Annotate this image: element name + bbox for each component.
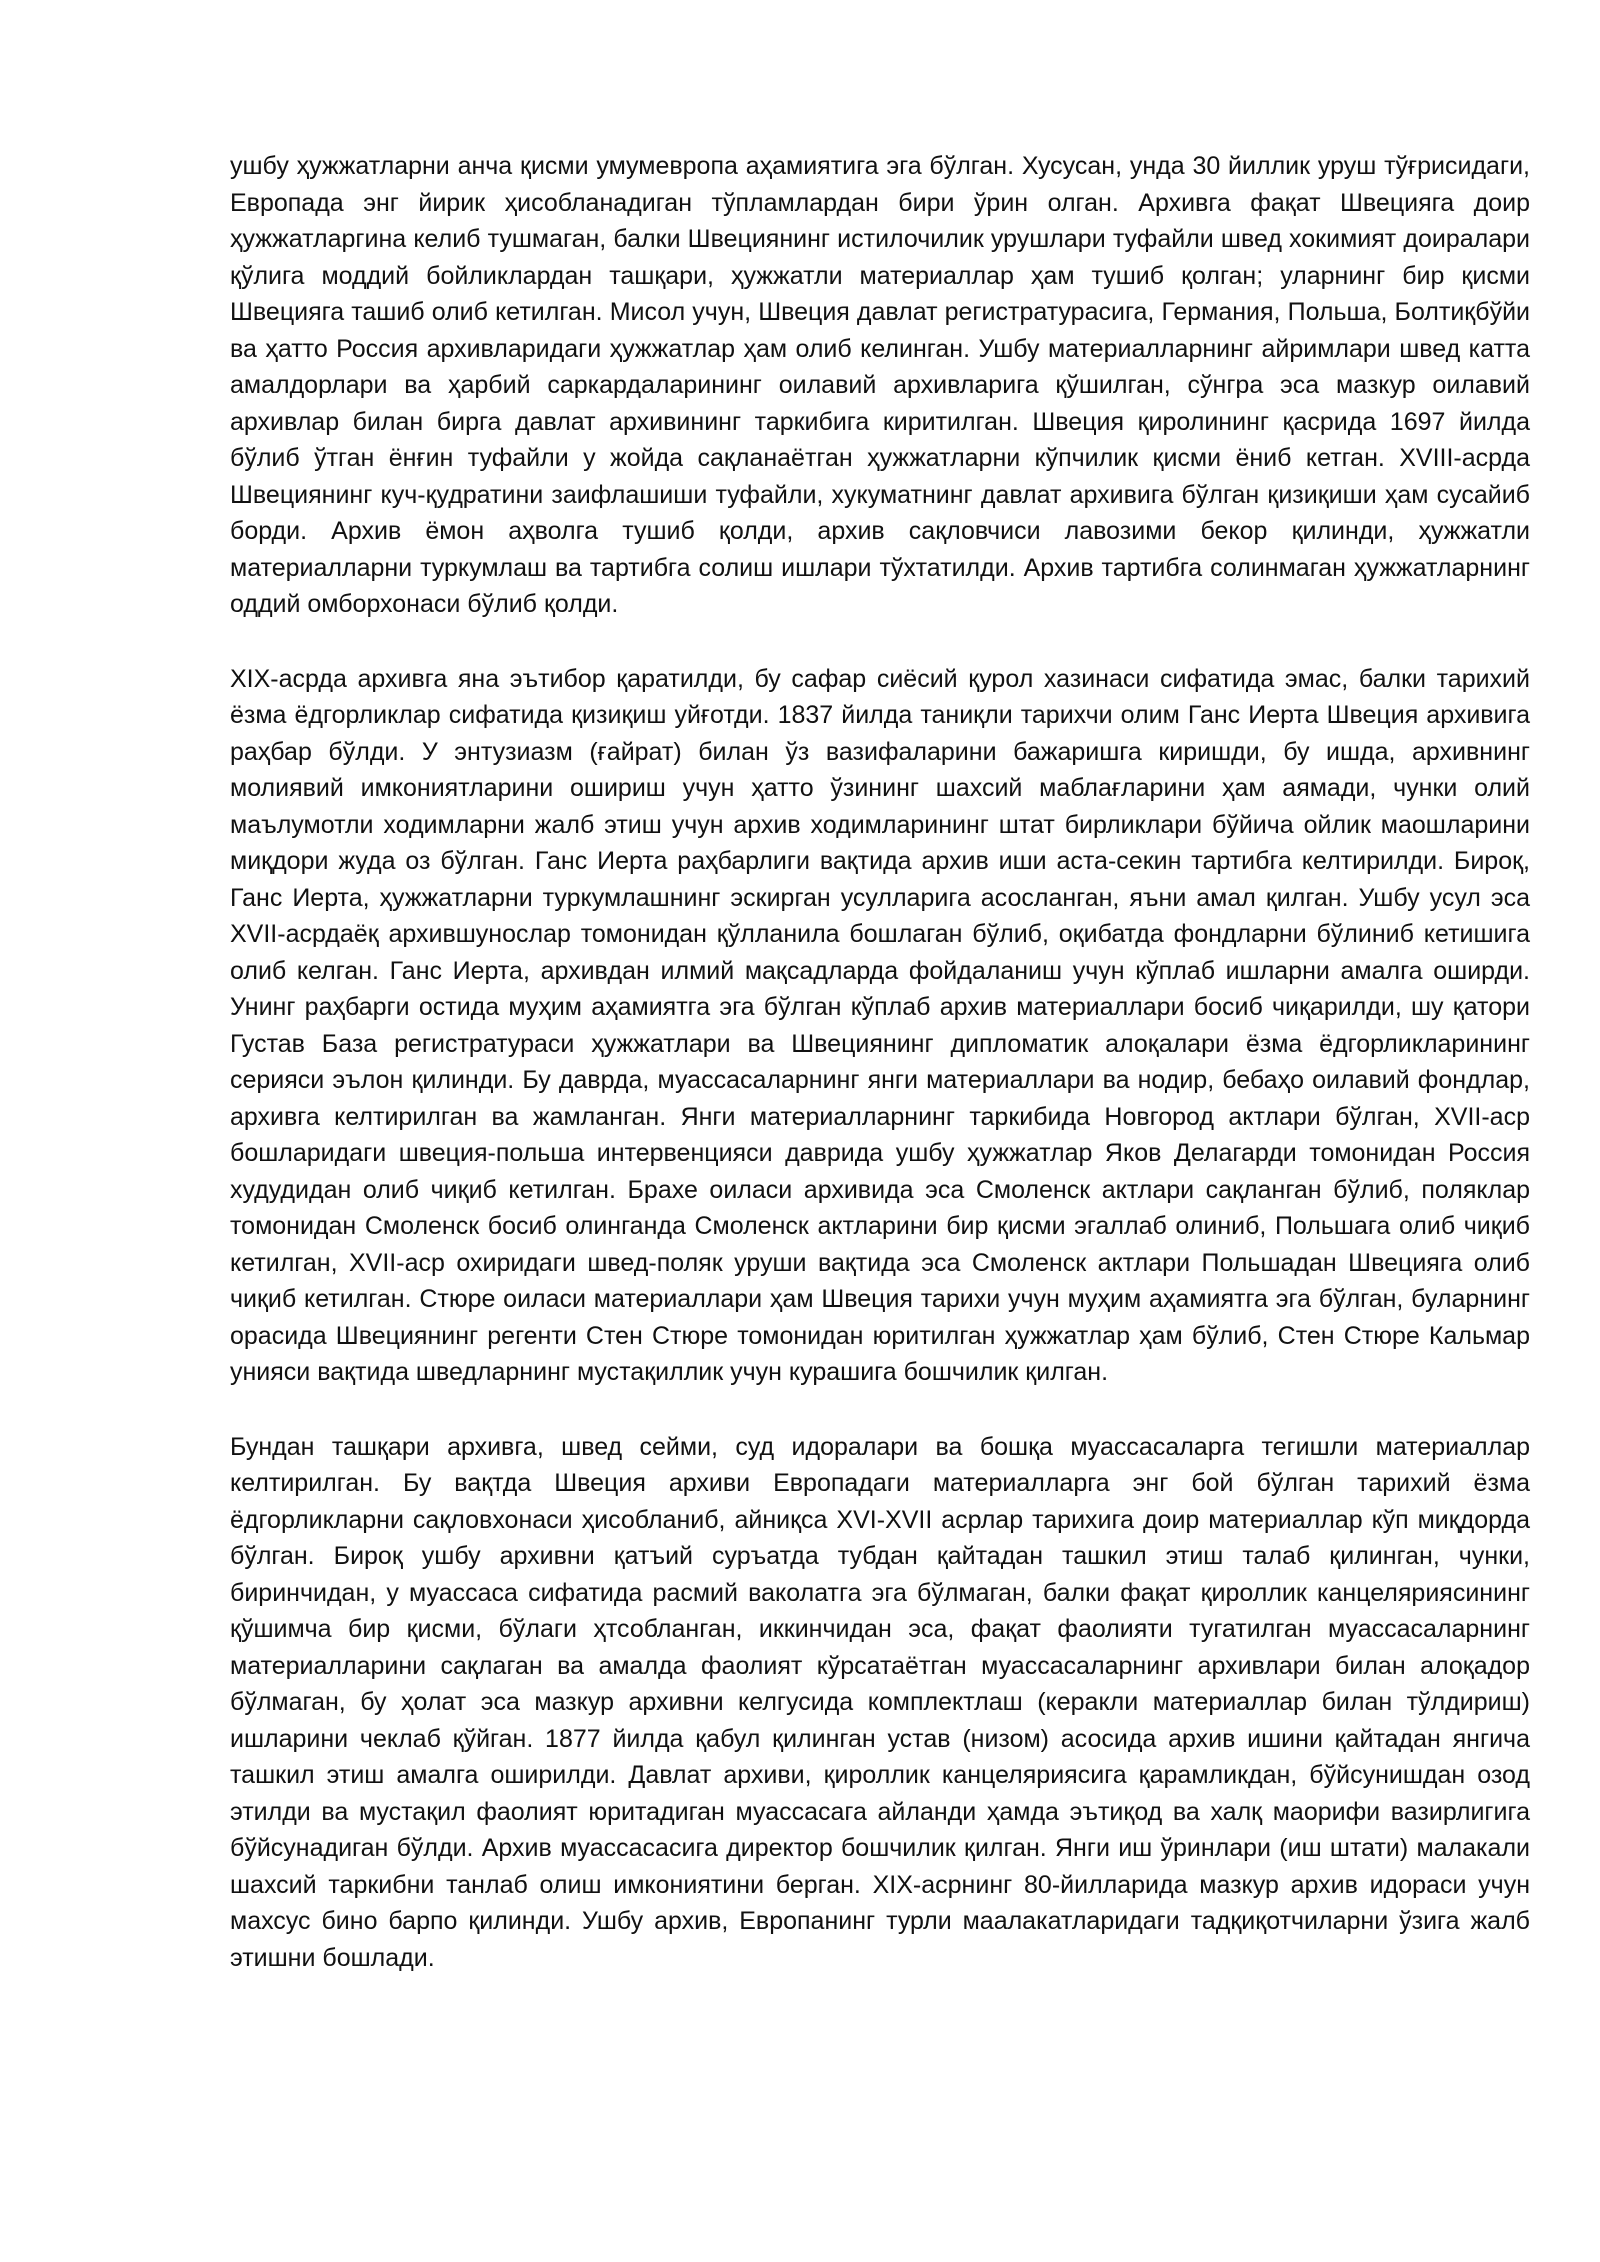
paragraph-1: ушбу ҳужжатларни анча қисми умумевропа аҳамиятига эга бўлган. Хусусан, унда 30 йиллик уруш тўғрисидаги, Европада энг йирик ҳисобланадиган тўпламлардан бири ўрин олган. Архивга фақат Швецияга доир ҳужжатларгина келиб тушмаган, балки Швециянинг истилочилик урушлари туфайли швед хокимият доиралари қўлига моддий бойликлардан ташқари, ҳужжатли материаллар ҳам тушиб қолган; уларнинг бир қисми Швецияга ташиб олиб кетилган. Мисол учун, Швеция давлат регистратурасига, Германия, Польша, Болтиқбўйи ва ҳатто Россия архивларидаги ҳужжатлар ҳам олиб келинган. Ушбу материалларнинг айримлари швед катта амалдорлари ва ҳарбий саркардаларининг оилавий архивларига қўшилган, сўнгра эса мазкур оилавий архивлар билан бирга давлат архивининг таркибига киритилган. Швеция қиролининг қасрида 1697 йилда бўлиб ўтган ёнғин туфайли у жойда сақланаётган ҳужжатларни кўпчилик қисми ёниб кетган. XVIII-асрда Швециянинг куч-қудратини заифлашиши туфайли, хукуматнинг давлат архивига бўлган қизиқиши ҳам сусайиб борди. Архив ёмон аҳволга тушиб қолди, архив сақловчиси лавозими бекор қилинди, ҳужжатли материалларни туркумлаш ва тартибга солиш ишлари тўхтатилди. Архив тартибга солинмаган ҳужжатларнинг оддий омборхонаси бўлиб қолди. — [230, 152, 1530, 618]
document-page — [230, 148, 1530, 1976]
paragraph-2: XIX-асрда архивга яна эътибор қаратилди, бу сафар сиёсий қурол хазинаси сифатида эмас, балки тарихий ёзма ёдгорликлар сифатида қизиқиш уйғотди. 1837 йилда таниқли тарихчи олим Ганс Иерта Швеция архивига раҳбар бўлди. У энтузиазм (ғайрат) билан ўз вазифаларини бажаришга киришди, бу ишда, архивнинг молиявий имкониятларини ошириш учун ҳатто ўзининг шахсий маблағларини ҳам аямади, чунки олий маълумотли ходимларни жалб этиш учун архив ходимларининг штат бирликлари бўйича ойлик маошларини миқдори жуда оз бўлган. Ганс Иерта раҳбарлиги вақтида архив иши аста-секин тартибга келтирилди. Бироқ, Ганс Иерта, ҳужжатларни туркумлашнинг эскирган усулларига асосланган, яъни амал қилган. Ушбу усул эса XVII-асрдаёқ архившунослар томонидан қўлланила бошлаган бўлиб, оқибатда фондларни бўлиниб кетишига олиб келган. Ганс Иерта, архивдан илмий мақсадларда фойдаланиш учун кўплаб ишларни амалга оширди. Унинг раҳбарги остида муҳим аҳамиятга эга бўлган кўплаб архив материаллари босиб чиқарилди, шу қатори Густав База регистратураси ҳужжатлари ва Швециянинг дипломатик алоқалари ёзма ёдгорликларининг серияси эълон қилинди. Бу даврда, муассасаларнинг янги материаллари ва нодир, бебаҳо оилавий фондлар, архивга келтирилган ва жамланган. Янги материалларнинг таркибида Новгород актлари бўлган, XVII-аср бошларидаги швеция-польша интервенцияси даврида ушбу ҳужжатлар Яков Делагарди томонидан Россия худудидан олиб чиқиб кетилган. Брахе оиласи архивида эса Смоленск актлари сақланган бўлиб, поляклар томонидан Смоленск босиб олинганда Смоленск актларини бир қисми эгаллаб олиниб, Польшага олиб чиқиб кетилган, XVII-аср охиридаги швед-поляк уруши вақтида эса Смоленск актлари Польшадан Швецияга олиб чиқиб кетилган. Стюре оиласи материаллари ҳам Швеция тарихи учун муҳим аҳамиятга эга бўлган, буларнинг орасида Швециянинг регенти Стен Стюре томонидан юритилган ҳужжатлар ҳам бўлиб, Стен Стюре Кальмар унияси вақтида шведларнинг мустақиллик учун курашига бошчилик қилган. — [230, 664, 1530, 1386]
paragraph-3: Бундан ташқари архивга, швед сейми, суд идоралари ва бошқа муассасаларга тегишли материаллар келтирилган. Бу вақтда Швеция архиви Европадаги материалларга энг бой бўлган тарихий ёзма ёдгорликларни сақловхонаси ҳисобланиб, айниқса XVI-XVII асрлар тарихига доир материаллар кўп миқдорда бўлган. Бироқ ушбу архивни қатъий суръатда тубдан қайтадан ташкил этиш талаб қилинган, чунки, биринчидан, у муассаса сифатида расмий ваколатга эга бўлмаган, балки фақат қироллик канцеляриясининг қўшимча бир қисми, бўлаги ҳтсобланган, иккинчидан эса, фақат фаолияти тугатилган муассасаларнинг материалларини сақлаган ва амалда фаолият кўрсатаётган муассасаларнинг архивлари билан алоқадор бўлмаган, бу ҳолат эса мазкур архивни келгусида комплектлаш (керакли материаллар билан тўлдириш) ишларини чеклаб қўйган. 1877 йилда қабул қилинган устав (низом) асосида архив ишини қайтадан янгича ташкил этиш амалга оширилди. Давлат архиви, қироллик канцеляриясига қарамликдан, бўйсунишдан озод этилди ва мустақил фаолият юритадиган муассасага айланди ҳамда эътиқод ва халқ маорифи вазирлигига бўйсунадиган бўлди. Архив муассасасига директор бошчилик қилган. Янги иш ўринлари (иш штати) малакали шахсий таркибни танлаб олиш имкониятини берган. XIX-асрнинг 80-йилларида мазкур архив идораси учун махсус бино барпо қилинди. Ушбу архив, Европанинг турли маалакатларидаги тадқиқотчиларни ўзига жалб этишни бошлади. — [230, 1432, 1530, 1972]
